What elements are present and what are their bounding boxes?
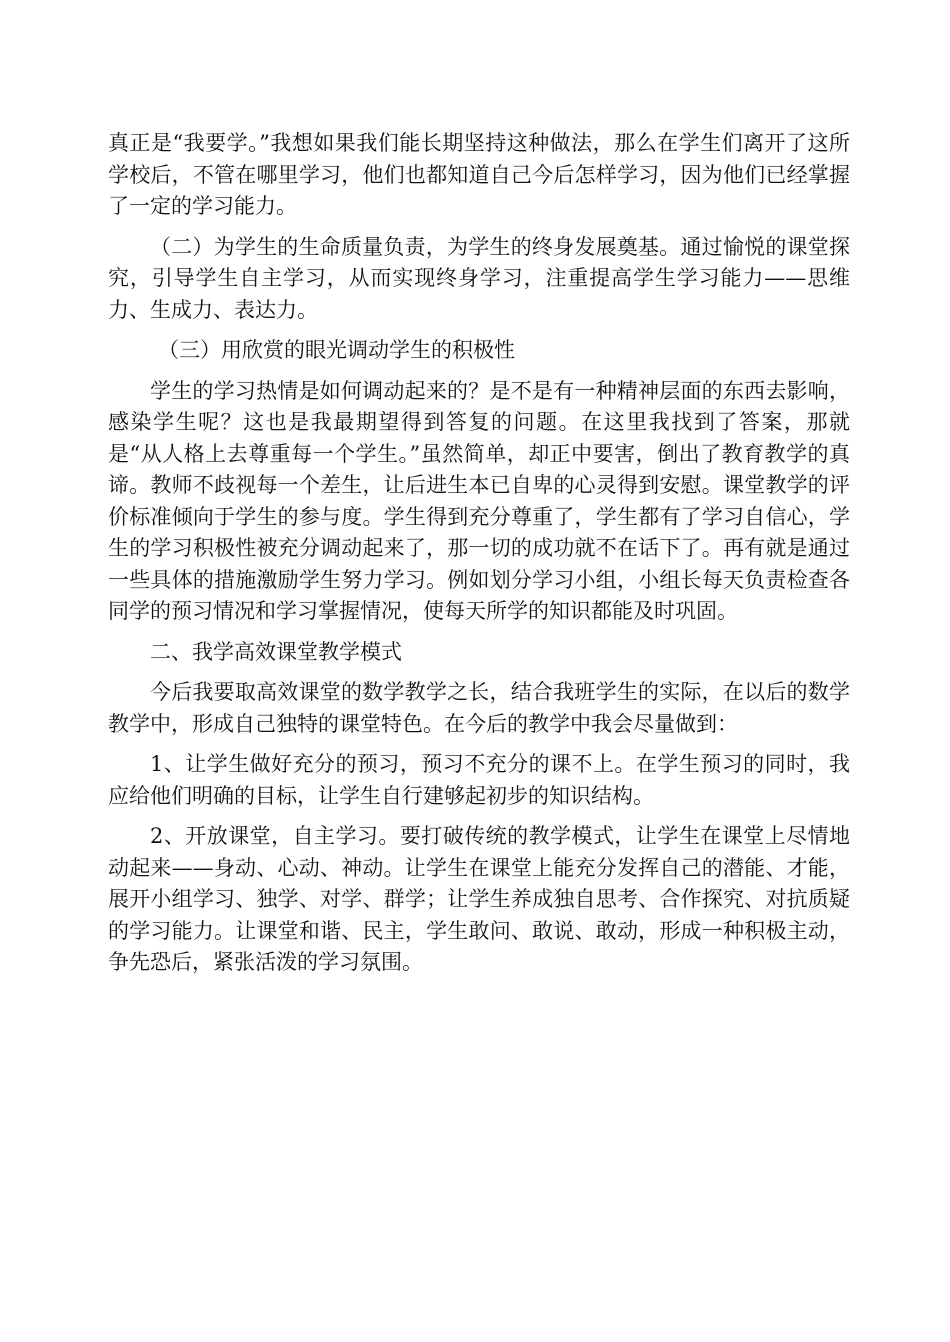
paragraph-future-teaching: 今后我要取高效课堂的数学教学之长，结合我班学生的实际，在以后的数学教学中，形成自己独特的课堂特色。在今后的教学中我会尽量做到： (108, 680, 850, 736)
paragraph-section-two: （二）为学生的生命质量负责，为学生的终身发展奠基。通过愉悦的课堂探究，引导学生自主学习，从而实现终身学习，注重提高学生学习能力——思维力、生成力、表达力。 (108, 234, 850, 322)
paragraph-item-one: 1、让学生做好充分的预习，预习不充分的课不上。在学生预习的同时，我应给他们明确的目标，让学生自行建够起初步的知识结构。 (108, 752, 850, 808)
paragraph-student-enthusiasm: 学生的学习热情是如何调动起来的？是不是有一种精神层面的东西去影响，感染学生呢？这也是我最期望得到答复的问题。在这里我找到了答案，那就是“从人格上去尊重每一个学生。”虽然简单，却正中要害，倒出了教育教学的真谛。教师不歧视每一个差生，让后进生本已自卑的心灵得到安慰。课堂教学的评价标准倾向于学生的参与度。学生得到充分尊重了，学生都有了学习自信心，学生的学习积极性被充分调动起来了，那一切的成功就不在话下了。再有就是通过一些具体的措施激励学生努力学习。例如划分学习小组，小组长每天负责检查各同学的预习情况和学习掌握情况，使每天所学的知识都能及时巩固。 (108, 378, 850, 623)
paragraph-item-two: 2、开放课堂，自主学习。要打破传统的教学模式，让学生在课堂上尽情地动起来——身动、心动、神动。让学生在课堂上能充分发挥自己的潜能、才能，展开小组学习、独学、对学、群学；让学生养成独自思考、合作探究、对抗质疑的学习能力。让课堂和谐、民主，学生敢问、敢说、敢动，形成一种积极主动，争先恐后，紧张活泼的学习氛围。 (108, 824, 850, 974)
document-page (108, 128, 850, 988)
heading-section-three: （三）用欣赏的眼光调动学生的积极性 (158, 338, 515, 362)
heading-part-two: 二、我学高效课堂教学模式 (150, 639, 402, 664)
paragraph-continuation: 真正是“我要学。”我想如果我们能长期坚持这种做法，那么在学生们离开了这所学校后，不管在哪里学习，他们也都知道自己今后怎样学习，因为他们已经掌握了一定的学习能力。 (108, 131, 850, 218)
